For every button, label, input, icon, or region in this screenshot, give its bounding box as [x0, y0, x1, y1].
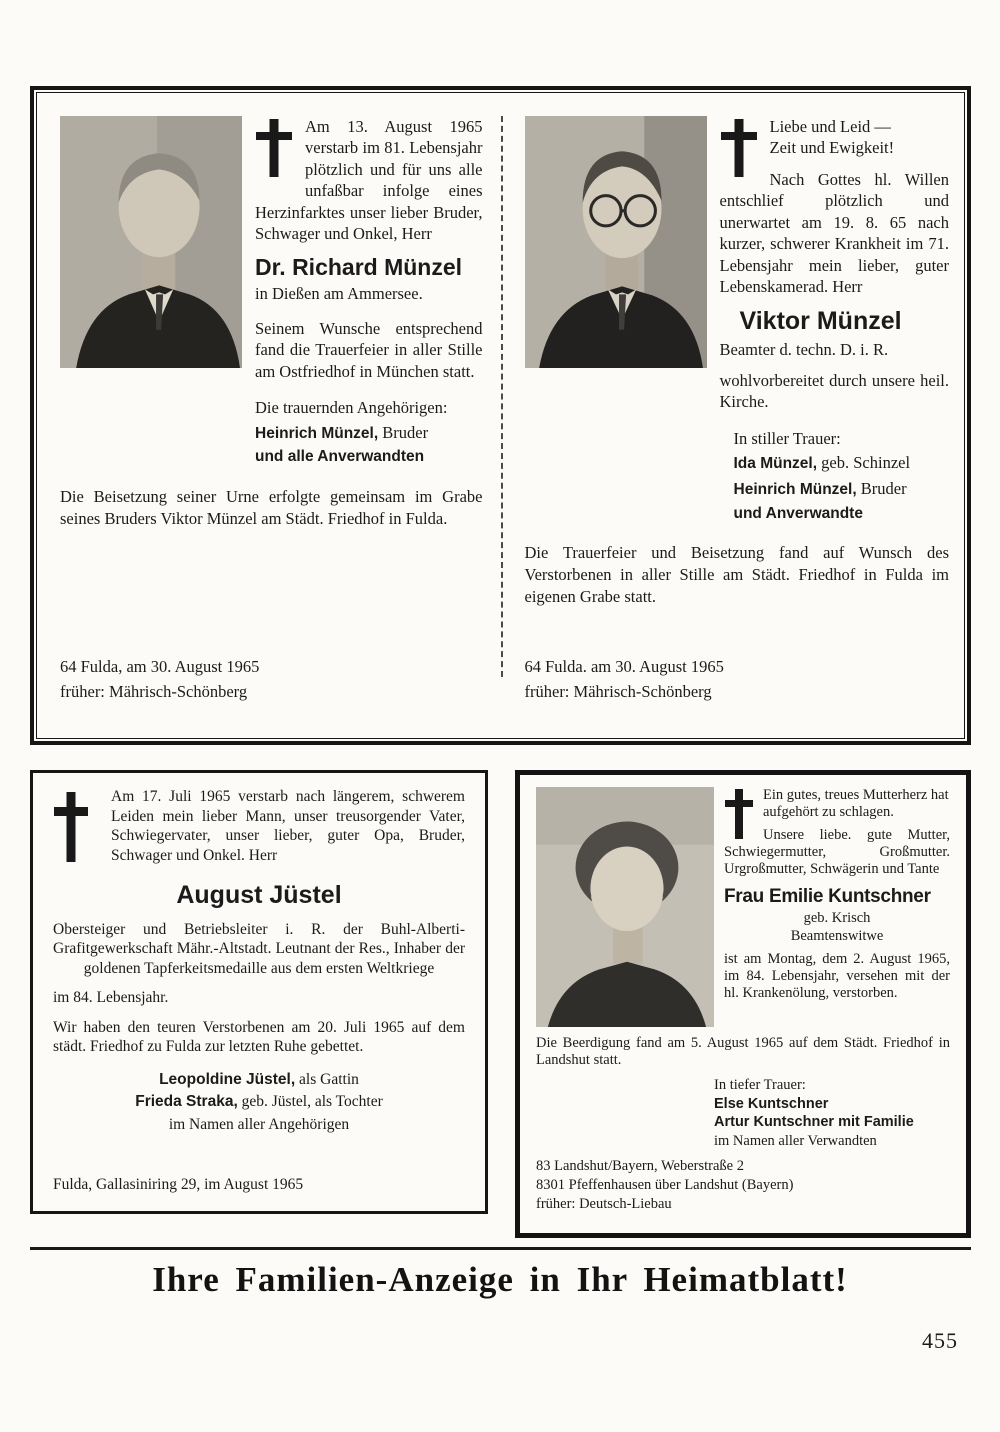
mourner-name: Leopoldine Jüstel, [159, 1070, 296, 1088]
photo-richard-muenzel [60, 116, 242, 368]
mourners-label: In tiefer Trauer: [714, 1077, 806, 1094]
mourners-block [714, 1076, 950, 1150]
obituary-emilie-kuntschner [515, 770, 971, 1238]
motto-block [724, 787, 950, 821]
cross-icon [53, 792, 89, 862]
address-block [536, 1157, 950, 1214]
obituary-box-muenzel-brothers [30, 86, 971, 745]
burial-text: Die Trauerfeier und Beisetzung fand auf Wunsch des Verstorbenen in aller Stille am Städt. Friedhof in Fulda im eigenen Grabe statt. [524, 543, 949, 606]
cross-icon [724, 789, 754, 839]
deceased-name: Frau Emilie Kuntschner [724, 885, 931, 907]
mourner-role: Bruder [860, 478, 907, 498]
nee-line: geb. Krisch [803, 910, 871, 927]
mourner-name: Heinrich Münzel, [255, 424, 379, 442]
former-residence-line: früher: Deutsch-Liebau [536, 1196, 672, 1213]
cross-and-intro-row [53, 787, 465, 868]
title-line: Beamtenswitwe [790, 927, 884, 944]
mourner-line: und Anverwandte [733, 504, 863, 522]
place-line: in Dießen am Ammersee. [255, 284, 423, 304]
burial-text: Wir haben den teuren Verstorbenen am 20. Juli 1965 auf dem städt. Friedhof zu Fulda zur letzten Ruhe gebettet. [53, 1018, 465, 1056]
mourner-name: Frieda Straka, [135, 1093, 238, 1111]
burial-text: Die Beisetzung seiner Urne erfolgte gemeinsam im Grabe seines Bruders Viktor Münzel am Städt. Friedhof in Fulda. [60, 486, 483, 528]
burial-text: Die Beerdigung fand am 5. August 1965 auf dem Städt. Friedhof in Landshut statt. [536, 1035, 950, 1069]
address-line: 8301 Pfeffenhausen über Landshut (Bayern) [536, 1177, 794, 1194]
page-number: 455 [922, 1328, 958, 1353]
mourner-name: Else Kuntschner [714, 1095, 829, 1112]
mourners-block [53, 1069, 465, 1136]
age-line: im 84. Lebensjahr. [53, 989, 169, 1007]
city-date-line: Fulda, Gallasiniring 29, im August 1965 [53, 1176, 304, 1194]
mourner-role: Bruder [382, 422, 429, 442]
obituary-text-column [720, 116, 950, 524]
mourner-line [53, 1091, 465, 1113]
former-residence-line: früher: Mährisch-Schönberg [60, 682, 248, 702]
motto-text: Ein gutes, treues Mutterherz hat aufgehört zu schlagen. [763, 787, 949, 821]
titles-text: Obersteiger und Betriebsleiter i. R. der Buhl-Alberti-Grafitgewerkschaft Mähr.-Altstadt. Leutnant der Res., Inhaber der goldenen Tapferkeitsmedaille aus dem ersten Weltkriege [53, 920, 465, 977]
intro-text [255, 116, 483, 245]
mourner-line [53, 1069, 465, 1091]
mourner-line: im Namen aller Angehörigen [168, 1115, 350, 1133]
deceased-name: Dr. Richard Münzel [255, 253, 463, 280]
mourner-role: im Namen aller Verwandten [714, 1132, 877, 1149]
mourner-role: geb. Schinzel [821, 453, 911, 473]
deceased-name: August Jüstel [176, 881, 342, 909]
mourner-line [720, 477, 950, 501]
portrait-man-suit [60, 116, 242, 368]
mourner-name: Artur Kuntschner mit Familie [714, 1114, 914, 1131]
photo-and-text-row [525, 116, 950, 524]
ceremony-text: Seinem Wunsche entsprechend fand die Trauerfeier in aller Stille am Ostfriedhof in München statt. [255, 318, 483, 381]
city-date-line: 64 Fulda, am 30. August 1965 [60, 656, 260, 676]
photo-and-text-row [536, 787, 950, 1027]
photo-viktor-muenzel [525, 116, 707, 368]
cross-column [53, 787, 111, 868]
obituary-text-column [255, 116, 483, 468]
mourners-label: In stiller Trauer: [733, 428, 841, 448]
cross-icon [255, 119, 293, 177]
motto-line-1: Liebe und Leid — [769, 117, 891, 136]
prepared-text: wohlvorbereitet durch unsere heil. Kirche. [719, 370, 949, 412]
mourner-line [720, 451, 950, 475]
deceased-name: Viktor Münzel [739, 306, 902, 335]
obituary-august-juestel [30, 770, 488, 1214]
address-line: 83 Landshut/Bayern, Weberstraße 2 [536, 1158, 744, 1175]
mourners-label: Die trauernden Angehörigen: [255, 398, 448, 418]
portrait-woman [536, 787, 714, 1027]
advertising-banner: Ihre Familien-Anzeige in Ihr Heimatblatt! [152, 1260, 848, 1299]
photo-emilie-kuntschner [536, 787, 714, 1027]
photo-and-text-row [60, 116, 483, 468]
motto-line-2: Zeit und Ewigkeit! [769, 138, 895, 158]
city-date-line: 64 Fulda. am 30. August 1965 [524, 656, 724, 676]
obituary-richard-muenzel [34, 90, 501, 741]
mourner-line: und alle Anverwandten [255, 448, 425, 466]
former-residence-line: früher: Mährisch-Schönberg [524, 682, 712, 702]
title-line: Beamter d. techn. D. i. R. [719, 339, 889, 359]
intro-line: Am 13. August 1965 verstarb im 81. Lebensjahr plötzlich und für uns alle unfaßbar infolge eines Herzinfarktes unser lieber Bruder, Schwager und Onkel, Herr [255, 117, 483, 244]
footer-block [60, 654, 483, 705]
intro-text: Nach Gottes hl. Willen entschlief plötzlich und unerwartet am 19. 8. 65 nach kurzer, schwerer Krankheit im 71. Lebensjahr mein lieber, guter Lebenskamerad. Herr [719, 169, 949, 297]
death-text: ist am Montag, dem 2. August 1965, im 84. Lebensjahr, versehen mit der hl. Krankenölung, verstorben. [724, 950, 950, 1001]
footer-block [525, 654, 950, 705]
portrait-man-glasses [525, 116, 707, 368]
horizontal-rule [30, 1247, 971, 1250]
motto-and-intro [720, 116, 950, 298]
dashed-column-divider [501, 116, 503, 677]
mourner-name: Ida Münzel, [733, 455, 818, 473]
cross-icon [720, 119, 758, 177]
mourner-role: als Gattin [299, 1070, 359, 1088]
mourner-name: Heinrich Münzel, [733, 480, 857, 498]
mourner-role: geb. Jüstel, als Tochter [241, 1093, 383, 1111]
mourner-line [255, 421, 483, 445]
intro-text: Am 17. Juli 1965 verstarb nach längerem, schwerem Leiden mein lieber Mann, unser treusorgender Vater, Schwiegervater, unser lieber, guter Opa, Bruder, Schwager und Onkel. Herr [111, 788, 465, 864]
obituary-text-column [724, 787, 950, 1027]
obituary-viktor-muenzel [501, 90, 968, 741]
intro-text: Unsere liebe. gute Mutter, Schwiegermutter, Großmutter. Urgroßmutter, Schwägerin und Tante [724, 827, 950, 878]
